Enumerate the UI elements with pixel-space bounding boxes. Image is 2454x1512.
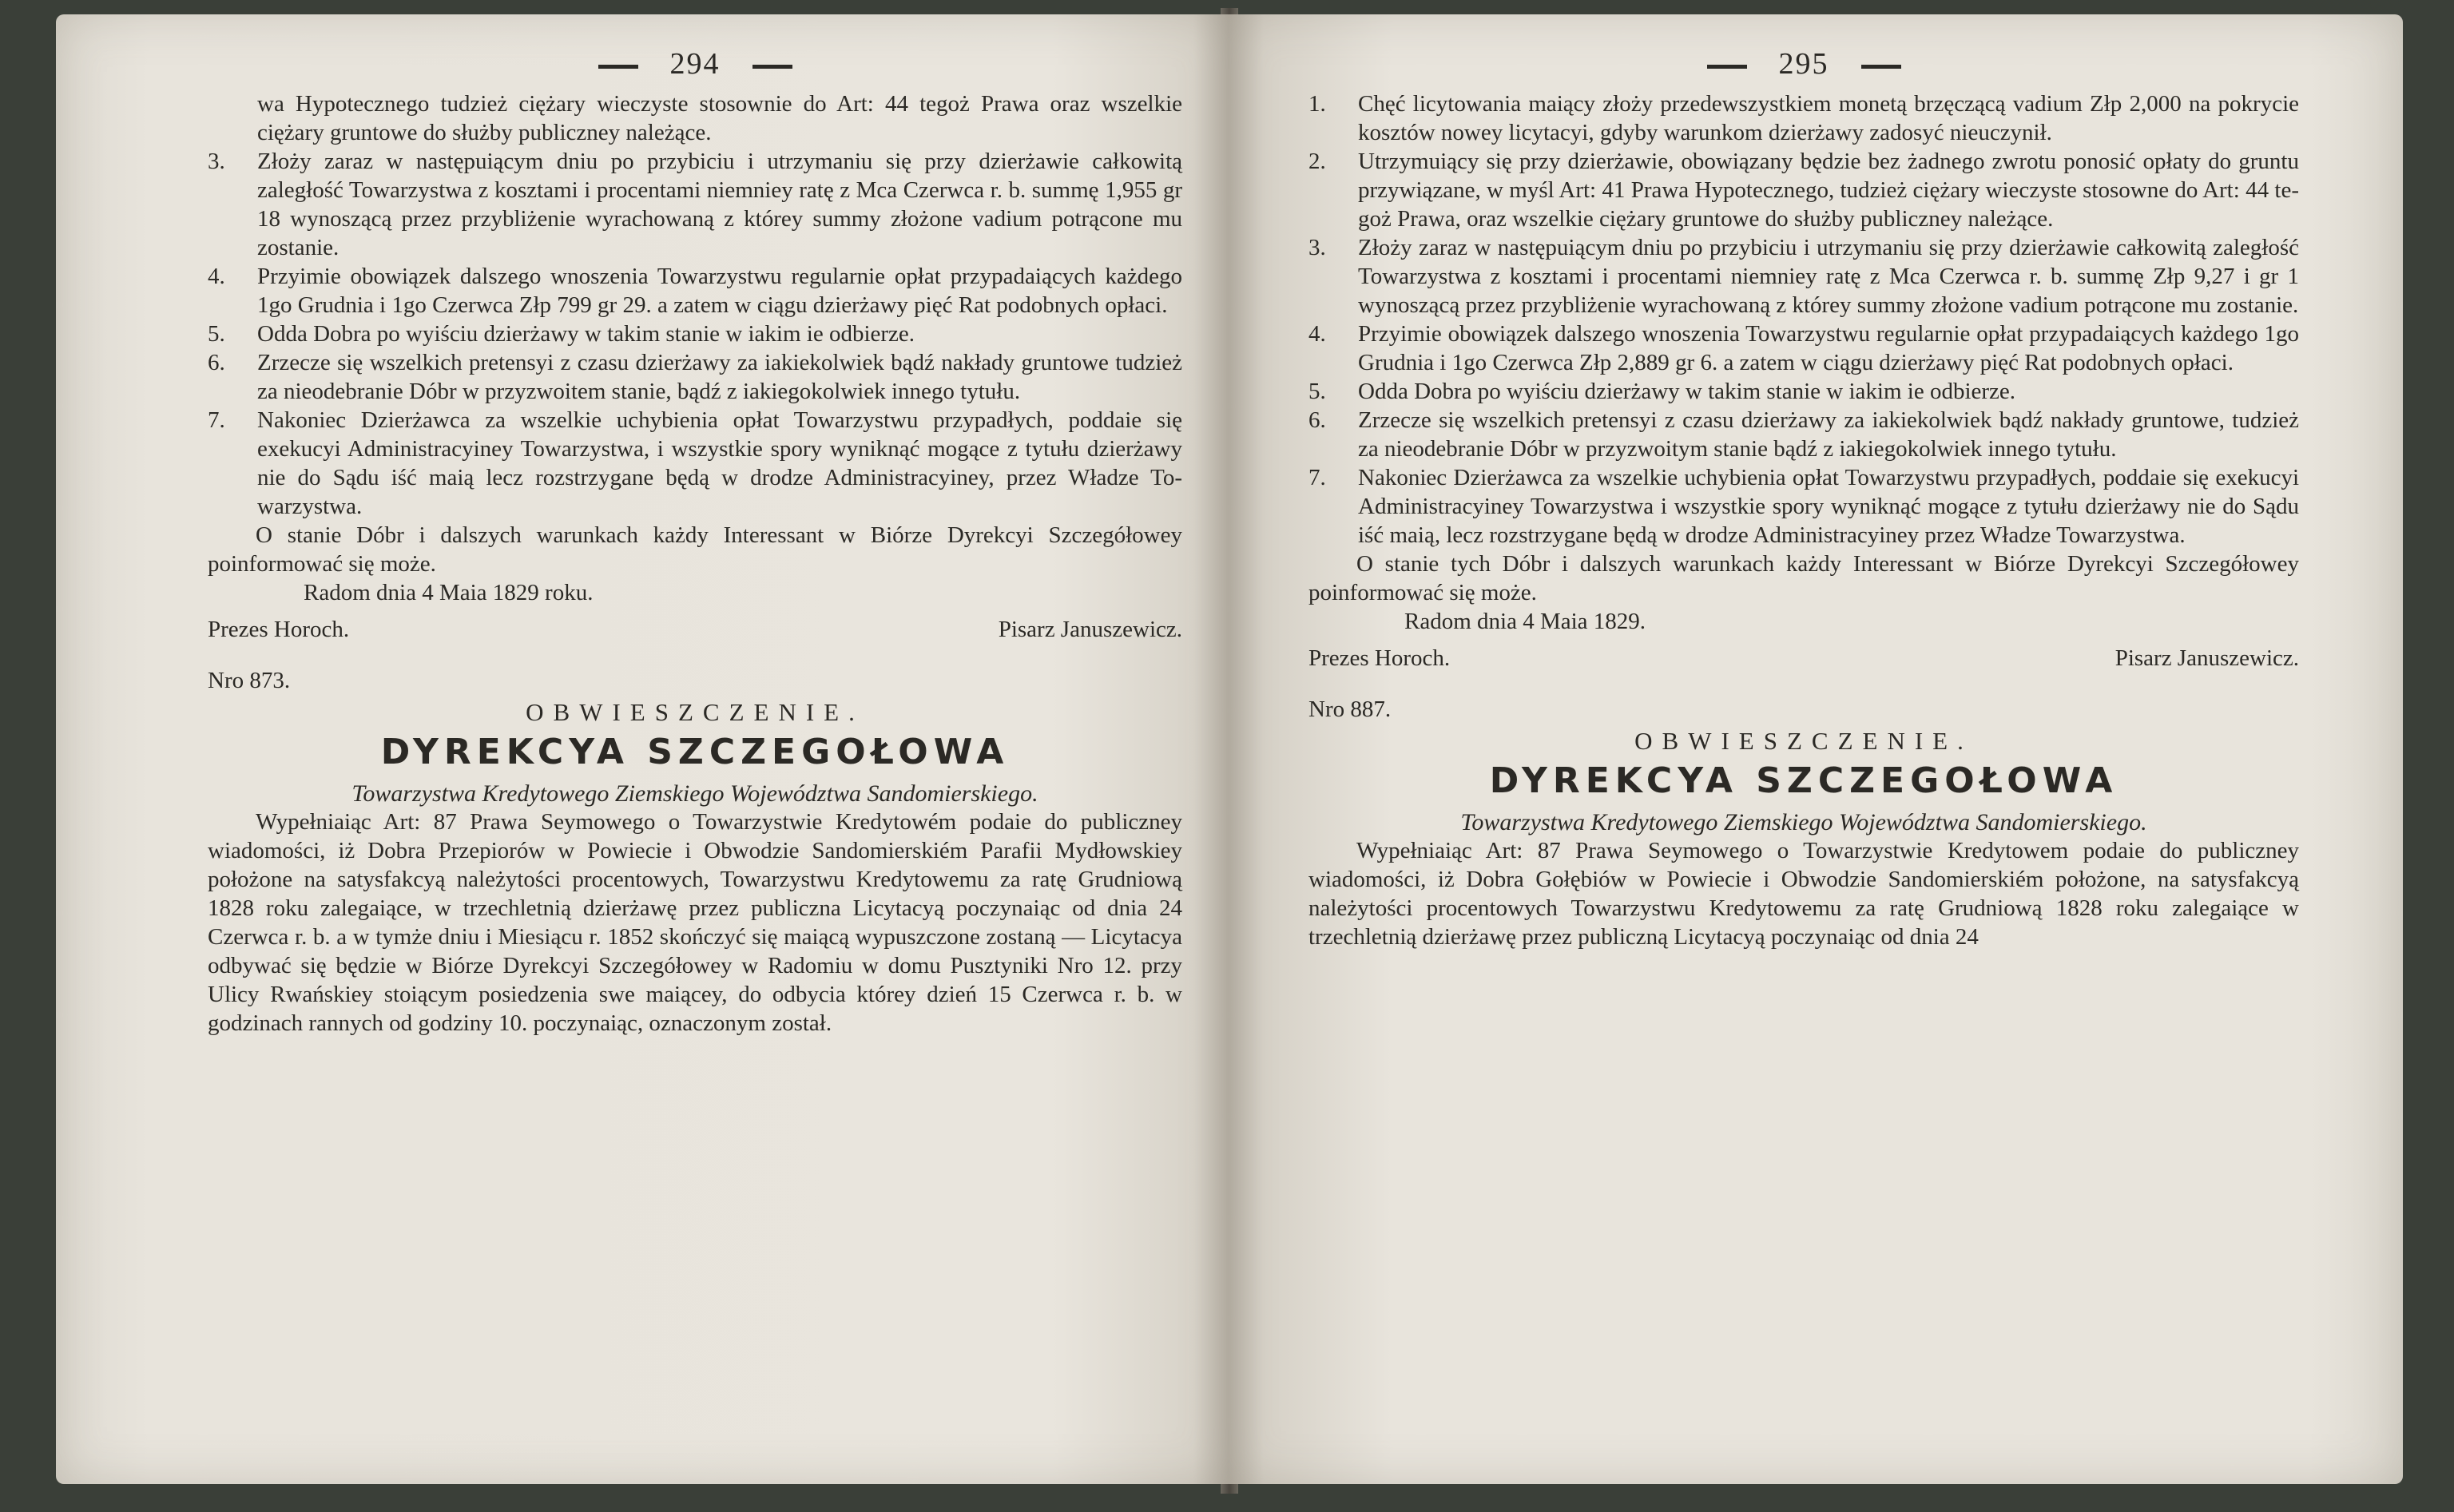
left-signatures bbox=[208, 615, 1182, 644]
item-text: Nakoniec Dzierżawca za wszelkie uchybienia opłat Towarzystwu przypadłych, poddaie się exekucyi Administracyiney Towarzystwa i wszystkie spory wyniknąć mogące z tytułu dzierżawy nie do Sądu iść maią, lecz rozstrzygane będą w drodze Administracyiney przez Władze Towarzystwa. bbox=[1358, 465, 2299, 548]
right-item-4 bbox=[1308, 319, 2299, 377]
left-item-6 bbox=[208, 348, 1182, 406]
signature-secretary: Pisarz Januszewicz. bbox=[998, 617, 1182, 642]
right-page-number bbox=[1308, 46, 2299, 81]
signature-president: Prezes Horoch. bbox=[1308, 645, 1451, 671]
signature-secretary: Pisarz Januszewicz. bbox=[2114, 645, 2299, 671]
item-number: 1. bbox=[1308, 91, 1326, 117]
right-page bbox=[1229, 14, 2403, 1484]
item-number: 7. bbox=[1308, 465, 1326, 490]
left-page-content bbox=[208, 46, 1182, 1038]
right-item-6 bbox=[1308, 406, 2299, 463]
item-text: Przyimie obowiązek dalszego wnoszenia Towarzystwu regularnie opłat przypadaiących każdego 1go Grudnia i 1go Czerwca Złp 799 gr 29. a zatem w ciągu dzierżawy pięć Rat podobnych opłaci. bbox=[257, 264, 1182, 318]
item-text: wa Hypotecznego tudzież ciężary wieczyste stosownie do Art: 44 tegoż Prawa oraz wszelkie ciężary gruntowe do służby publiczney należące. bbox=[257, 91, 1182, 145]
item-text: Utrzymuiący się przy dzierżawie, obowiązany będzie bez żadnego zwrotu ponosić opłaty do gruntu przywiązane, w myśl Art: 41 Prawa Hypotecznego, tudzież ciężary wieczyste stosowne do Art: 44 tegoż Prawa, oraz wszelkie ciężary gruntowe do służby publiczney należące. bbox=[1358, 149, 2299, 232]
item-text: Zrzecze się wszelkich pretensyi z czasu dzierżawy za iakiekolwiek bądź nakłady gruntowe tudzież za nieodebranie Dóbr w przyzwoitem stanie, bądź z iakiegokolwiek innego tytułu. bbox=[257, 350, 1182, 404]
left-subtitle: Towarzystwa Kredytowego Ziemskiego Województwa Sandomierskiego. bbox=[351, 780, 1038, 807]
item-text: Odda Dobra po wyiściu dzierżawy w takim stanie w iakim ie odbierze. bbox=[257, 321, 915, 347]
item-text: Nakoniec Dzierżawca za wszelkie uchybienia opłat Towarzystwu przypadłych, poddaie się exekucyi Administracyiney Towarzystwa, i wszystkie spory wyniknąć mogące z tytułu dzierżawy nie do Sądu iść maią lecz rozstrzygane będą w drodze Administracyiney, przez Władze Towarzystwa. bbox=[257, 407, 1182, 519]
left-dyrekcya-heading: DYREKCYA SZCZEGOŁOWA bbox=[380, 732, 1010, 772]
left-item-5 bbox=[208, 319, 1182, 348]
page-number-dash bbox=[1707, 65, 1747, 69]
page-number-text: 294 bbox=[669, 47, 721, 81]
right-dyrekcya-heading: DYREKCYA SZCZEGOŁOWA bbox=[1489, 760, 2118, 801]
item-number: 6. bbox=[208, 350, 225, 375]
page-number-dash bbox=[598, 65, 638, 69]
item-text: Zrzecze się wszelkich pretensyi z czasu dzierżawy za iakiekolwiek bądź nakłady gruntowe, tudzież za nieodebranie Dóbr w przyzwoitym stanie bądź z iakiegokolwiek innego tytułu. bbox=[1358, 407, 2299, 462]
item-number: 4. bbox=[1308, 321, 1326, 347]
item-number: 3. bbox=[208, 149, 225, 174]
page-number-text: 295 bbox=[1778, 47, 1829, 81]
right-date: Radom dnia 4 Maia 1829. bbox=[1404, 609, 1646, 634]
item-number: 4. bbox=[208, 264, 225, 289]
right-notice-title: OBWIESZCZENIE. bbox=[1634, 727, 1973, 755]
right-item-5 bbox=[1308, 377, 2299, 406]
right-item-2 bbox=[1308, 147, 2299, 233]
item-number: 7. bbox=[208, 407, 225, 433]
left-date: Radom dnia 4 Maia 1829 roku. bbox=[304, 580, 594, 605]
item-number: 5. bbox=[1308, 379, 1326, 404]
page-number-dash bbox=[1861, 65, 1901, 69]
item-text: Złoży zaraz w następuiącym dniu po przybiciu i utrzymaniu się przy dzierżawie całkowitą zaległość Towarzystwa z kosztami i procentami niemniey ratę z Mca Czerwca r. b. summę 1,955 gr 18 wynoszącą przez przybliżenie wyrachowaną z którey summy złożone vadium potrącone mu zostanie. bbox=[257, 149, 1182, 260]
page-number-dash bbox=[752, 65, 792, 69]
right-signatures bbox=[1308, 644, 2299, 673]
right-page-content bbox=[1308, 46, 2299, 951]
item-text: Chęć licytowania maiący złoży przedewszystkiem monetą brzęczącą vadium Złp 2,000 na pokrycie kosztów nowey licytacyi, gdyby warunkom dzierżawy zadosyć nieuczynił. bbox=[1358, 91, 2299, 145]
signature-president: Prezes Horoch. bbox=[208, 617, 350, 642]
item-text: Przyimie obowiązek dalszego wnoszenia Towarzystwu regularnie opłat przypadaiących każdego 1go Grudnia i 1go Czerwca Złp 2,889 gr 6. a zatem w ciągu dzierżawy pięć Rat podobnych opłaci. bbox=[1358, 321, 2299, 375]
right-item-1 bbox=[1308, 89, 2299, 147]
left-item-7 bbox=[208, 406, 1182, 521]
item-number: 2. bbox=[1308, 149, 1326, 174]
right-notice-body: Wypełniaiąc Art: 87 Prawa Seymowego o Towarzystwie Kredytowem podaie do publiczney wiadomości, iż Dobra Gołębiów w Powiecie i Obwodzie Sandomierskiém położone, na satysfakcyą należytości procentowych Towarzystwu Kredytowemu za ratę Grudniową 1828 roku zalegaiące w trzechletnią dzierżawę przez publiczną Licytacyą poczynaiąc od dnia 24 bbox=[1308, 838, 2299, 950]
left-item-continued bbox=[208, 89, 1182, 147]
left-notice-title: OBWIESZCZENIE. bbox=[526, 698, 864, 726]
right-item-7 bbox=[1308, 463, 2299, 550]
right-closing-text: O stanie tych Dóbr i dalszych warunkach każdy Interessant w Biórze Dyrekcyi Szczegółowey poinformować się może. bbox=[1308, 551, 2299, 605]
right-item-3 bbox=[1308, 233, 2299, 319]
item-number: 3. bbox=[1308, 235, 1326, 260]
left-page-number bbox=[208, 46, 1182, 81]
left-closing-text: O stanie Dóbr i dalszych warunkach każdy Interessant w Biórze Dyrekcyi Szczegółowey poinformować się może. bbox=[208, 522, 1182, 577]
item-text: Odda Dobra po wyiściu dzierżawy w takim stanie w iakim ie odbierze. bbox=[1358, 379, 2016, 404]
right-notice-number: Nro 887. bbox=[1308, 696, 1392, 722]
left-notice-body: Wypełniaiąc Art: 87 Prawa Seymowego o Towarzystwie Kredytowém podaie do publiczney wiadomości, iż Dobra Przepiorów w Powiecie i Obwodzie Sandomierskiém Parafii Mydłowskiey położone na satysfakcyą należytości procentowych, Towarzystwu Kredytowemu za ratę Grudniową 1828 roku zalegaiące, w trzechletnią dzierżawę przez publiczna Licytacyą poczynaiąc od dnia 24 Czerwca r. b. a w tymże dniu i Miesiącu r. 1852 skończyć się maiącą wypuszczone zostaną — Licytacya odbywać się będzie w Biórze Dyrekcyi Szczegółowey w Radomiu w domu Pusztyniki Nro 12. przy Ulicy Rwańskiey stoiącym posiedzenia swe maiącey, do odbycia którey dzień 15 Czerwca r. b. w godzinach rannych od godziny 10. poczynaiąc, oznaczonym został. bbox=[208, 809, 1182, 1036]
left-notice-number: Nro 873. bbox=[208, 668, 291, 693]
right-subtitle: Towarzystwa Kredytowego Ziemskiego Województwa Sandomierskiego. bbox=[1460, 809, 2147, 835]
left-item-4 bbox=[208, 262, 1182, 319]
left-page bbox=[56, 14, 1229, 1484]
item-number: 6. bbox=[1308, 407, 1326, 433]
item-text: Złoży zaraz w następuiącym dniu po przybiciu i utrzymaniu się przy dzierżawie całkowitą zaległość Towarzystwa z kosztami i procentami niemniey ratę z Mca Czerwca r. b. summę Złp 9,27 i gr 1 wynoszącą przez przybliżenie wyrachowaną z którey summy złożone vadium potrącone mu zostanie. bbox=[1358, 235, 2299, 318]
item-number: 5. bbox=[208, 321, 225, 347]
left-item-3 bbox=[208, 147, 1182, 262]
